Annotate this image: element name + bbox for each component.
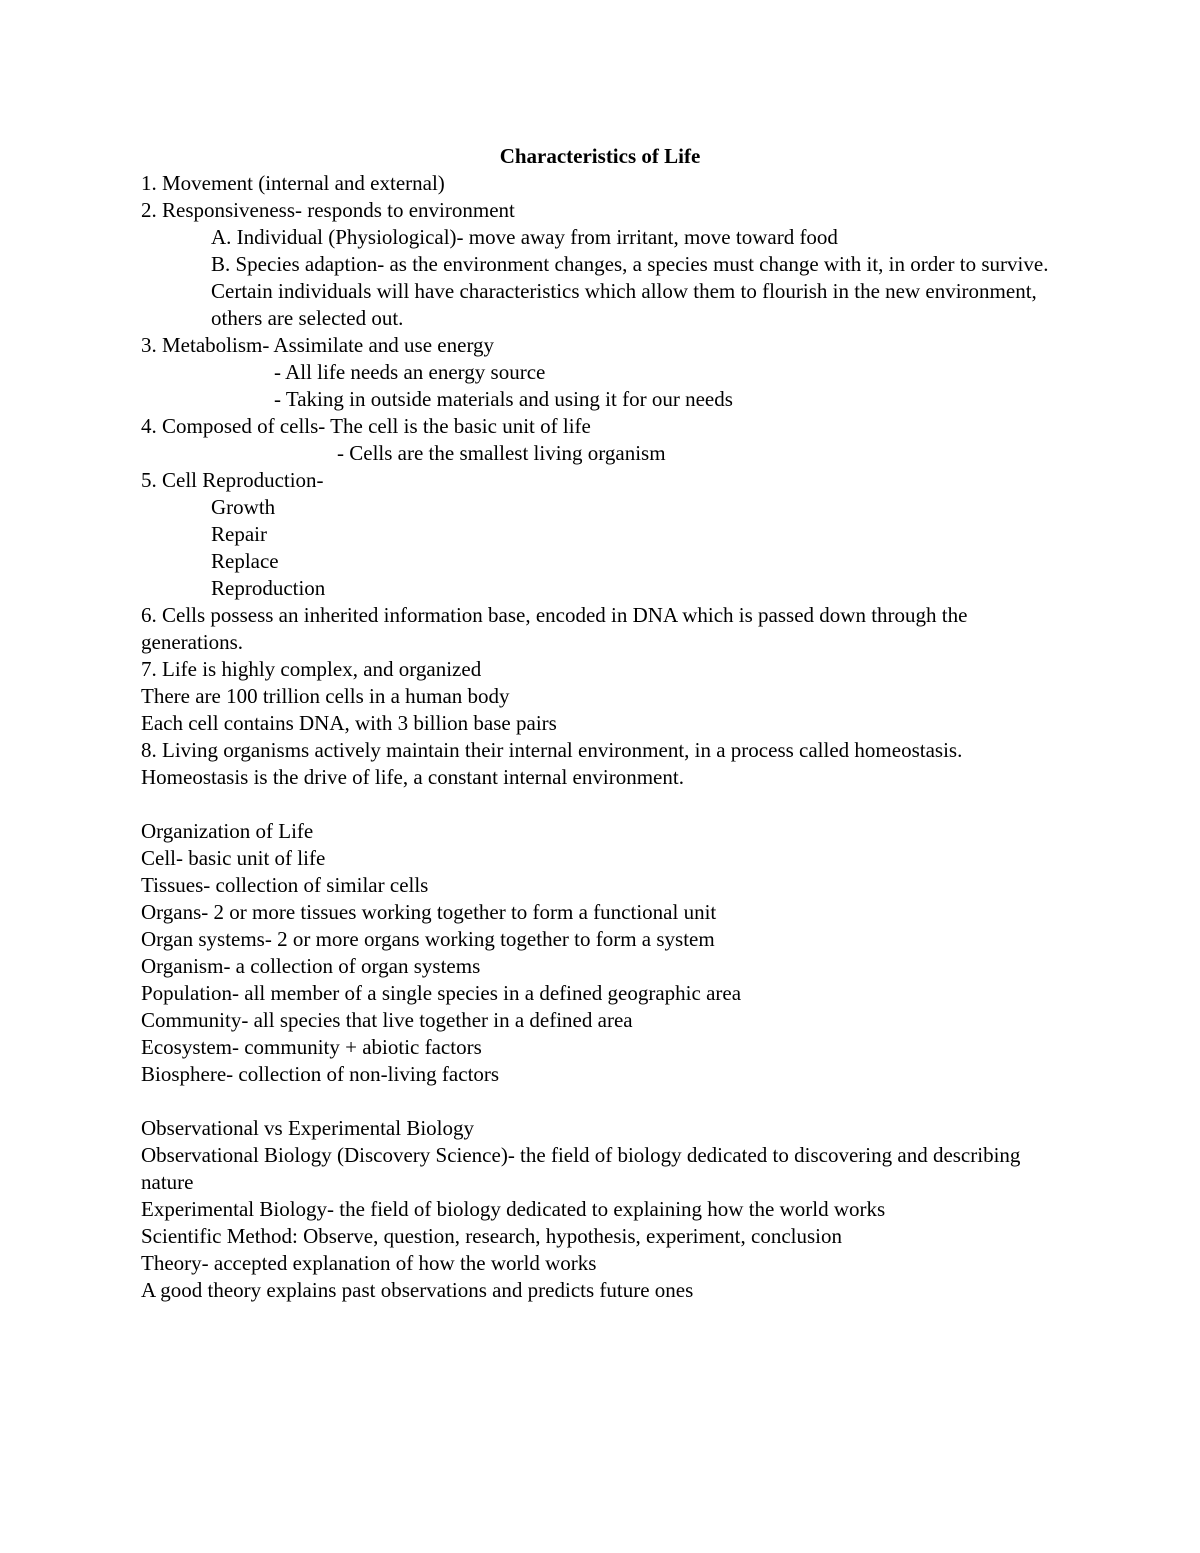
document-title: Characteristics of Life [499, 144, 701, 168]
characteristic-8: 8. Living organisms actively maintain their internal environment, in a process called homeostasis. Homeostasis is the drive of life, a constant internal environment. [141, 738, 963, 789]
characteristic-4: 4. Composed of cells- The cell is the basic unit of life [141, 414, 591, 438]
characteristic-5c: Replace [211, 549, 279, 573]
characteristic-7: 7. Life is highly complex, and organized [141, 657, 482, 681]
spacer [141, 791, 1061, 818]
characteristic-5d: Reproduction [211, 576, 326, 600]
characteristic-2: 2. Responsiveness- responds to environment [141, 198, 515, 222]
characteristic-7a: There are 100 trillion cells in a human body [141, 684, 510, 708]
theory-definition: Theory- accepted explanation of how the world works [141, 1251, 597, 1275]
characteristic-5b: Repair [211, 522, 267, 546]
organization-line: Ecosystem- community + abiotic factors [141, 1035, 482, 1059]
document-body [141, 143, 1061, 1304]
biology-heading: Observational vs Experimental Biology [141, 1116, 475, 1140]
characteristic-5: 5. Cell Reproduction- [141, 468, 324, 492]
organization-line: Organs- 2 or more tissues working together to form a functional unit [141, 900, 717, 924]
characteristic-2b: B. Species adaption- as the environment changes, a species must change with it, in order to survive. Certain individuals will have characteristics which allow them to flourish in the new environment, others are selected out. [211, 252, 1049, 330]
organization-line: Organ systems- 2 or more organs working together to form a system [141, 927, 715, 951]
scientific-method: Scientific Method: Observe, question, research, hypothesis, experiment, conclusion [141, 1224, 842, 1248]
good-theory: A good theory explains past observations and predicts future ones [141, 1278, 694, 1302]
organization-line: Population- all member of a single species in a defined geographic area [141, 981, 742, 1005]
spacer [141, 1088, 1061, 1115]
experimental-biology: Experimental Biology- the field of biology dedicated to explaining how the world works [141, 1197, 886, 1221]
characteristic-3: 3. Metabolism- Assimilate and use energy [141, 333, 495, 357]
observational-biology: Observational Biology (Discovery Science)- the field of biology dedicated to discovering and describing nature [141, 1143, 1021, 1194]
organization-line: Community- all species that live together in a defined area [141, 1008, 633, 1032]
organization-line: Tissues- collection of similar cells [141, 873, 429, 897]
organization-line: Cell- basic unit of life [141, 846, 326, 870]
characteristic-1: 1. Movement (internal and external) [141, 171, 445, 195]
organization-line: Biosphere- collection of non-living factors [141, 1062, 500, 1086]
organization-heading: Organization of Life [141, 819, 314, 843]
characteristic-7b: Each cell contains DNA, with 3 billion base pairs [141, 711, 557, 735]
characteristic-6: 6. Cells possess an inherited information base, encoded in DNA which is passed down through the generations. [141, 603, 968, 654]
characteristic-2a: A. Individual (Physiological)- move away from irritant, move toward food [211, 225, 838, 249]
characteristic-3a: - All life needs an energy source [274, 360, 546, 384]
characteristic-3b: - Taking in outside materials and using it for our needs [274, 387, 733, 411]
characteristic-4a: - Cells are the smallest living organism [337, 441, 666, 465]
characteristic-5a: Growth [211, 495, 276, 519]
organization-line: Organism- a collection of organ systems [141, 954, 481, 978]
